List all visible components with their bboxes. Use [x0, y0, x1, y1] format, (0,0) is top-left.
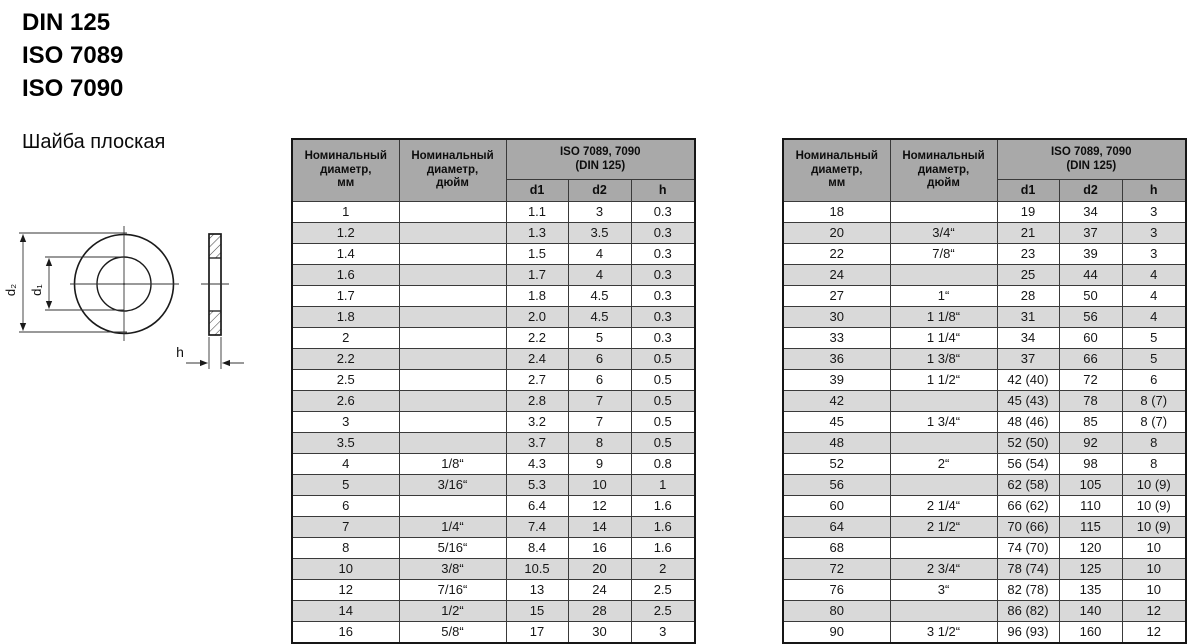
cell: 66 [1059, 349, 1122, 370]
cell: 0.3 [631, 328, 695, 349]
cell: 30 [568, 622, 631, 644]
cell: 4 [568, 265, 631, 286]
header-nominal-diameter-mm: Номинальный диаметр, мм [783, 139, 890, 202]
washer-table-large-sizes [782, 138, 1187, 644]
table-header [292, 139, 695, 202]
cell: 10 [1122, 538, 1186, 559]
cell: 0.5 [631, 370, 695, 391]
cell: 7 [568, 391, 631, 412]
cell: 1 1/8“ [890, 307, 997, 328]
cell: 2.5 [292, 370, 399, 391]
cell: 8 [292, 538, 399, 559]
cell: 1.6 [631, 517, 695, 538]
cell: 7 [568, 412, 631, 433]
cell: 1.6 [631, 496, 695, 517]
cell: 1/4“ [399, 517, 506, 538]
cell: 60 [1059, 328, 1122, 349]
cell: 1 [631, 475, 695, 496]
cell: 160 [1059, 622, 1122, 644]
cell: 1.8 [506, 286, 568, 307]
header-nominal-diameter-mm: Номинальный диаметр, мм [292, 139, 399, 202]
h-label: h [176, 344, 184, 360]
cell: 42 (40) [997, 370, 1059, 391]
cell: 2.5 [631, 601, 695, 622]
cell: 3 [631, 622, 695, 644]
table-row [783, 580, 1186, 601]
cell: 10 [1122, 559, 1186, 580]
table-row [292, 475, 695, 496]
header-h: h [1122, 180, 1186, 202]
table-row [783, 496, 1186, 517]
cell [399, 286, 506, 307]
cell [399, 496, 506, 517]
cell: 10 [568, 475, 631, 496]
cell: 1.4 [292, 244, 399, 265]
table-row [292, 307, 695, 328]
table-row [783, 349, 1186, 370]
cell: 3.5 [568, 223, 631, 244]
cell: 2.5 [631, 580, 695, 601]
cell: 28 [568, 601, 631, 622]
standard-iso-7090: ISO 7090 [22, 75, 124, 102]
cell: 0.3 [631, 307, 695, 328]
cell: 44 [1059, 265, 1122, 286]
cell: 13 [506, 580, 568, 601]
header-iso-group: ISO 7089, 7090 (DIN 125) [506, 139, 695, 180]
cell: 0.5 [631, 412, 695, 433]
washer-table-small-sizes [291, 138, 696, 644]
cell: 48 [783, 433, 890, 454]
cell [399, 265, 506, 286]
cell: 4 [568, 244, 631, 265]
cell: 12 [292, 580, 399, 601]
table-row [783, 370, 1186, 391]
cell [890, 265, 997, 286]
cell: 86 (82) [997, 601, 1059, 622]
cell: 56 (54) [997, 454, 1059, 475]
cell: 10.5 [506, 559, 568, 580]
cell: 1 3/8“ [890, 349, 997, 370]
cell: 15 [506, 601, 568, 622]
table-row [292, 559, 695, 580]
header-d2: d2 [1059, 180, 1122, 202]
table-row [783, 286, 1186, 307]
table-row [292, 496, 695, 517]
cell [399, 349, 506, 370]
cell: 18 [783, 202, 890, 223]
cell: 62 (58) [997, 475, 1059, 496]
cell [399, 370, 506, 391]
cell: 78 (74) [997, 559, 1059, 580]
cell: 1 3/4“ [890, 412, 997, 433]
cell: 0.3 [631, 244, 695, 265]
cell: 1 1/4“ [890, 328, 997, 349]
cell: 14 [568, 517, 631, 538]
cell: 12 [1122, 601, 1186, 622]
cell: 96 (93) [997, 622, 1059, 644]
cell: 5/16“ [399, 538, 506, 559]
washer-technical-drawing [0, 210, 262, 398]
cell: 110 [1059, 496, 1122, 517]
cell: 7/8“ [890, 244, 997, 265]
cell: 2 1/4“ [890, 496, 997, 517]
cell: 135 [1059, 580, 1122, 601]
table-row [783, 559, 1186, 580]
cell: 1 1/2“ [890, 370, 997, 391]
cell: 34 [1059, 202, 1122, 223]
standards-block [22, 6, 123, 105]
cell: 4.3 [506, 454, 568, 475]
cell: 74 (70) [997, 538, 1059, 559]
cell: 1.2 [292, 223, 399, 244]
cell: 85 [1059, 412, 1122, 433]
cell: 4 [292, 454, 399, 475]
cell: 2.8 [506, 391, 568, 412]
cell: 45 (43) [997, 391, 1059, 412]
cell: 6 [292, 496, 399, 517]
cell: 68 [783, 538, 890, 559]
cell: 0.3 [631, 265, 695, 286]
cell: 0.3 [631, 202, 695, 223]
table-row [292, 601, 695, 622]
cell: 17 [506, 622, 568, 644]
cell: 50 [1059, 286, 1122, 307]
cell: 1.6 [631, 538, 695, 559]
d1-label: d₁ [29, 284, 44, 296]
cell [890, 391, 997, 412]
cell: 4 [1122, 265, 1186, 286]
cell: 2 3/4“ [890, 559, 997, 580]
header-nominal-diameter-inch: Номинальный диаметр, дюйм [399, 139, 506, 202]
cell: 37 [997, 349, 1059, 370]
standard-iso-7089: ISO 7089 [22, 42, 124, 69]
dimension-d2 [3, 233, 127, 332]
dimension-d1 [29, 257, 124, 310]
cell: 1/2“ [399, 601, 506, 622]
cell: 4.5 [568, 286, 631, 307]
cell: 39 [783, 370, 890, 391]
table-row [292, 391, 695, 412]
cell: 98 [1059, 454, 1122, 475]
cell: 5 [1122, 349, 1186, 370]
cell: 4 [1122, 286, 1186, 307]
cell: 1“ [890, 286, 997, 307]
cell: 10 (9) [1122, 496, 1186, 517]
cell: 76 [783, 580, 890, 601]
cell: 3 [1122, 223, 1186, 244]
cell: 0.5 [631, 349, 695, 370]
cell: 66 (62) [997, 496, 1059, 517]
cell: 1.7 [292, 286, 399, 307]
cell: 39 [1059, 244, 1122, 265]
table-row [783, 202, 1186, 223]
center-mark [123, 283, 125, 285]
cell: 8 [1122, 433, 1186, 454]
cell: 56 [1059, 307, 1122, 328]
cell: 72 [1059, 370, 1122, 391]
cell: 10 [1122, 580, 1186, 601]
cell: 0.5 [631, 433, 695, 454]
cell: 42 [783, 391, 890, 412]
cell: 3 [568, 202, 631, 223]
cell: 45 [783, 412, 890, 433]
cell: 10 [292, 559, 399, 580]
cell: 0.5 [631, 391, 695, 412]
cell: 36 [783, 349, 890, 370]
cell: 5 [568, 328, 631, 349]
cell: 16 [568, 538, 631, 559]
table-row [783, 454, 1186, 475]
cell: 6 [568, 370, 631, 391]
cell [399, 223, 506, 244]
cell: 4.5 [568, 307, 631, 328]
cell: 23 [997, 244, 1059, 265]
cell: 2.2 [506, 328, 568, 349]
table-row [783, 244, 1186, 265]
table-row [783, 475, 1186, 496]
cell: 120 [1059, 538, 1122, 559]
table-row [292, 517, 695, 538]
cell: 140 [1059, 601, 1122, 622]
cell: 20 [783, 223, 890, 244]
table-row [783, 433, 1186, 454]
cell: 3 [1122, 244, 1186, 265]
table-body [292, 202, 695, 644]
cell: 3/4“ [890, 223, 997, 244]
cell: 30 [783, 307, 890, 328]
cell: 5 [1122, 328, 1186, 349]
cell: 6 [1122, 370, 1186, 391]
table-row [783, 601, 1186, 622]
cell: 92 [1059, 433, 1122, 454]
cell: 37 [1059, 223, 1122, 244]
cell: 3 [292, 412, 399, 433]
cell: 1.3 [506, 223, 568, 244]
cell: 8 (7) [1122, 412, 1186, 433]
cell: 8.4 [506, 538, 568, 559]
header-nominal-diameter-inch: Номинальный диаметр, дюйм [890, 139, 997, 202]
cell: 1 [292, 202, 399, 223]
cell [890, 475, 997, 496]
dimension-h [176, 337, 244, 369]
washer-section-view [201, 234, 229, 335]
cell: 1.5 [506, 244, 568, 265]
table-header [783, 139, 1186, 202]
table-row [783, 307, 1186, 328]
cell: 1.6 [292, 265, 399, 286]
cell: 3“ [890, 580, 997, 601]
cell: 12 [1122, 622, 1186, 644]
cell: 14 [292, 601, 399, 622]
cell: 10 (9) [1122, 517, 1186, 538]
table-row [292, 349, 695, 370]
table-row [783, 622, 1186, 644]
cell: 9 [568, 454, 631, 475]
cell: 70 (66) [997, 517, 1059, 538]
cell [399, 391, 506, 412]
cell [399, 202, 506, 223]
cell: 0.3 [631, 223, 695, 244]
cell: 52 (50) [997, 433, 1059, 454]
cell: 64 [783, 517, 890, 538]
table-row [292, 223, 695, 244]
cell [890, 433, 997, 454]
cell: 33 [783, 328, 890, 349]
cell [399, 328, 506, 349]
cell: 115 [1059, 517, 1122, 538]
table-row [292, 328, 695, 349]
cell [890, 601, 997, 622]
cell: 31 [997, 307, 1059, 328]
cell: 1.8 [292, 307, 399, 328]
cell: 24 [568, 580, 631, 601]
cell: 1/8“ [399, 454, 506, 475]
header-h: h [631, 180, 695, 202]
d2-label: d₂ [3, 283, 18, 297]
cell: 1.1 [506, 202, 568, 223]
table-row [783, 265, 1186, 286]
table-row [783, 328, 1186, 349]
cell: 12 [568, 496, 631, 517]
cell: 7 [292, 517, 399, 538]
cell: 28 [997, 286, 1059, 307]
cell: 6.4 [506, 496, 568, 517]
cell: 0.3 [631, 286, 695, 307]
cell: 22 [783, 244, 890, 265]
table-row [292, 454, 695, 475]
header-iso-group: ISO 7089, 7090 (DIN 125) [997, 139, 1186, 180]
cell: 6 [568, 349, 631, 370]
cell [890, 202, 997, 223]
cell: 3/16“ [399, 475, 506, 496]
cell [890, 538, 997, 559]
cell: 80 [783, 601, 890, 622]
cell: 4 [1122, 307, 1186, 328]
header-d1: d1 [997, 180, 1059, 202]
cell: 24 [783, 265, 890, 286]
table-row [292, 286, 695, 307]
cell: 25 [997, 265, 1059, 286]
header-d1: d1 [506, 180, 568, 202]
cell: 2 [292, 328, 399, 349]
cell: 2“ [890, 454, 997, 475]
header-d2: d2 [568, 180, 631, 202]
cell: 48 (46) [997, 412, 1059, 433]
table-row [292, 244, 695, 265]
cell: 8 [568, 433, 631, 454]
cell: 82 (78) [997, 580, 1059, 601]
cell [399, 307, 506, 328]
cell: 8 (7) [1122, 391, 1186, 412]
cell: 20 [568, 559, 631, 580]
cell: 2.4 [506, 349, 568, 370]
cell: 1.7 [506, 265, 568, 286]
product-name: Шайба плоская [22, 131, 166, 153]
table-row [783, 538, 1186, 559]
cell: 2.7 [506, 370, 568, 391]
cell [399, 244, 506, 265]
cell: 16 [292, 622, 399, 644]
table-row [292, 412, 695, 433]
cell: 2.0 [506, 307, 568, 328]
cell: 10 (9) [1122, 475, 1186, 496]
table-row [783, 517, 1186, 538]
cell: 5.3 [506, 475, 568, 496]
cell: 72 [783, 559, 890, 580]
table-row [292, 622, 695, 644]
cell: 5/8“ [399, 622, 506, 644]
cell: 8 [1122, 454, 1186, 475]
cell: 56 [783, 475, 890, 496]
cell: 78 [1059, 391, 1122, 412]
cell: 3 [1122, 202, 1186, 223]
cell: 7.4 [506, 517, 568, 538]
cell: 3.2 [506, 412, 568, 433]
cell: 21 [997, 223, 1059, 244]
cell: 34 [997, 328, 1059, 349]
cell: 27 [783, 286, 890, 307]
cell: 60 [783, 496, 890, 517]
cell [399, 412, 506, 433]
table-row [783, 412, 1186, 433]
table-row [783, 391, 1186, 412]
cell: 3.5 [292, 433, 399, 454]
cell: 2 1/2“ [890, 517, 997, 538]
cell: 3 1/2“ [890, 622, 997, 644]
cell: 7/16“ [399, 580, 506, 601]
cell: 90 [783, 622, 890, 644]
table-body [783, 202, 1186, 644]
cell: 2.2 [292, 349, 399, 370]
cell: 52 [783, 454, 890, 475]
table-row [292, 580, 695, 601]
cell: 19 [997, 202, 1059, 223]
cell [399, 433, 506, 454]
cell: 2.6 [292, 391, 399, 412]
cell: 105 [1059, 475, 1122, 496]
cell: 3.7 [506, 433, 568, 454]
table-row [783, 223, 1186, 244]
table-row [292, 370, 695, 391]
table-row [292, 433, 695, 454]
cell: 125 [1059, 559, 1122, 580]
cell: 0.8 [631, 454, 695, 475]
table-row [292, 538, 695, 559]
standard-din-125: DIN 125 [22, 9, 111, 36]
cell: 5 [292, 475, 399, 496]
cell: 2 [631, 559, 695, 580]
cell: 3/8“ [399, 559, 506, 580]
table-row [292, 202, 695, 223]
washer-front-view [70, 226, 179, 341]
table-row [292, 265, 695, 286]
